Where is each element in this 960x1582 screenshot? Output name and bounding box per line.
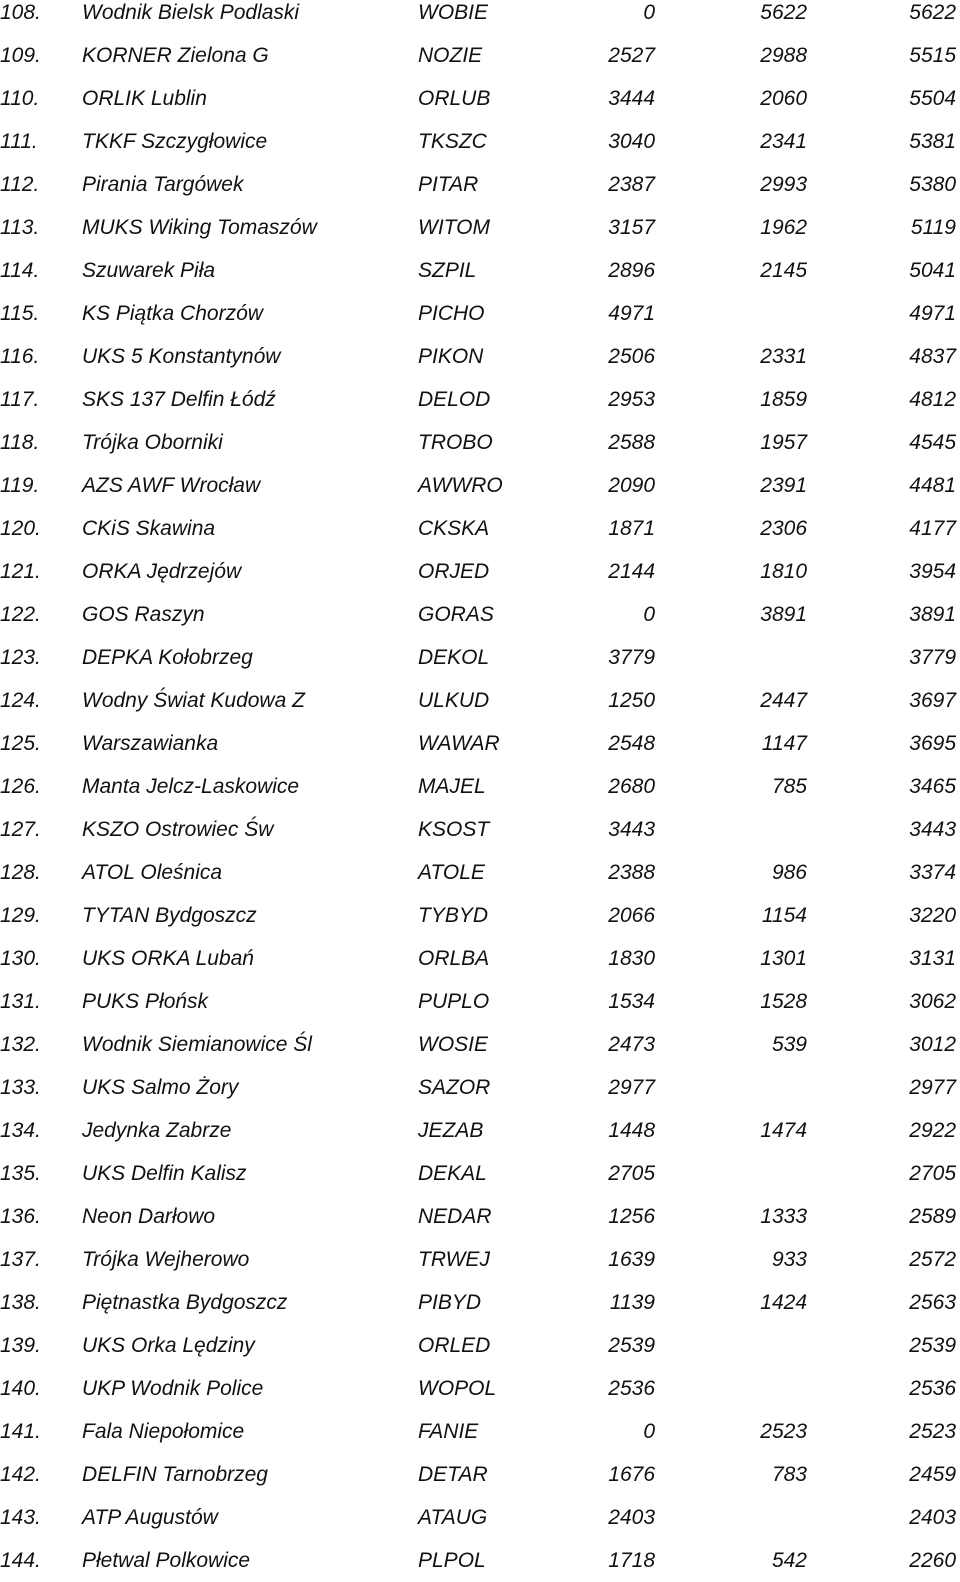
total-points-cell: 3131 [909,947,956,970]
club-name-cell: ORLIK Lublin [82,87,207,110]
club-code-cell: TROBO [418,431,493,454]
club-code-cell: ATAUG [418,1506,488,1529]
table-row [0,851,960,894]
club-name-cell: Wodnik Bielsk Podlaski [82,1,300,24]
club-code-cell: PITAR [418,173,479,196]
club-name-cell: MUKS Wiking Tomaszów [82,216,317,239]
points-1-cell: 2527 [608,44,655,67]
points-1-cell: 3443 [608,818,655,841]
table-row [0,120,960,163]
table-row [0,722,960,765]
club-name-cell: PUKS Płońsk [82,990,209,1013]
points-2-cell: 1859 [760,388,807,411]
club-name-cell: GOS Raszyn [82,603,205,626]
total-points-cell: 2459 [909,1463,956,1486]
points-1-cell: 3040 [608,130,655,153]
points-1-cell: 3779 [608,646,655,669]
rank-cell: 141. [0,1420,41,1443]
points-1-cell: 2680 [608,775,655,798]
club-code-cell: TRWEJ [418,1248,490,1271]
club-name-cell: SKS 137 Delfin Łódź [82,388,276,411]
points-1-cell: 2539 [608,1334,655,1357]
club-code-cell: DELOD [418,388,491,411]
table-row [0,1496,960,1539]
rank-cell: 125. [0,732,41,755]
table-row [0,550,960,593]
rank-cell: 129. [0,904,41,927]
club-code-cell: WOPOL [418,1377,497,1400]
club-name-cell: Trójka Wejherowo [82,1248,250,1271]
total-points-cell: 5041 [909,259,956,282]
club-code-cell: PUPLO [418,990,490,1013]
table-row [0,636,960,679]
points-2-cell: 2447 [760,689,807,712]
table-row [0,765,960,808]
table-row [0,0,960,34]
club-name-cell: Jedynka Zabrze [82,1119,232,1142]
points-1-cell: 2705 [608,1162,655,1185]
points-1-cell: 1718 [608,1549,655,1572]
points-2-cell: 2060 [760,87,807,110]
rank-cell: 133. [0,1076,41,1099]
total-points-cell: 3062 [909,990,956,1013]
table-row [0,292,960,335]
rank-cell: 126. [0,775,41,798]
club-code-cell: ORLED [418,1334,491,1357]
total-points-cell: 5504 [909,87,956,110]
club-name-cell: CKiS Skawina [82,517,216,540]
total-points-cell: 4812 [909,388,956,411]
club-code-cell: NEDAR [418,1205,492,1228]
points-2-cell: 1154 [761,904,807,927]
rank-cell: 137. [0,1248,41,1271]
rank-cell: 144. [0,1549,41,1572]
table-row [0,808,960,851]
club-code-cell: CKSKA [418,517,490,540]
total-points-cell: 2523 [909,1420,956,1443]
club-name-cell: DELFIN Tarnobrzeg [82,1463,268,1486]
club-name-cell: UKS Orka Lędziny [82,1334,255,1357]
rank-cell: 111. [0,130,38,153]
points-2-cell: 1424 [760,1291,807,1314]
points-2-cell: 2306 [760,517,807,540]
points-1-cell: 2536 [608,1377,655,1400]
points-1-cell: 1639 [608,1248,655,1271]
total-points-cell: 3220 [909,904,956,927]
club-name-cell: KORNER Zielona G [82,44,269,67]
club-name-cell: ORKA Jędrzejów [82,560,242,583]
club-code-cell: GORAS [418,603,494,626]
table-row [0,1152,960,1195]
points-2-cell: 2391 [760,474,807,497]
club-code-cell: FANIE [418,1420,479,1443]
club-code-cell: WOBIE [418,1,489,24]
club-code-cell: PICHO [418,302,485,325]
table-row [0,1109,960,1152]
club-code-cell: PIBYD [418,1291,482,1314]
club-code-cell: KSOST [418,818,490,841]
club-name-cell: Wodnik Siemianowice Śl [82,1033,312,1056]
total-points-cell: 4545 [909,431,956,454]
rank-cell: 127. [0,818,41,841]
table-row [0,1023,960,1066]
club-name-cell: Szuwarek Piła [82,259,216,282]
club-code-cell: TYBYD [418,904,489,927]
rank-cell: 143. [0,1506,41,1529]
points-2-cell: 1957 [760,431,807,454]
club-code-cell: ATOLE [418,861,485,884]
club-code-cell: TKSZC [418,130,487,153]
points-2-cell: 1147 [761,732,807,755]
points-1-cell: 2387 [608,173,655,196]
total-points-cell: 2977 [909,1076,956,1099]
points-2-cell: 3891 [760,603,807,626]
rank-cell: 110. [0,87,40,110]
total-points-cell: 5381 [909,130,956,153]
rank-cell: 132. [0,1033,41,1056]
rank-cell: 122. [0,603,41,626]
club-code-cell: NOZIE [418,44,483,67]
table-row [0,1281,960,1324]
points-2-cell: 1333 [760,1205,807,1228]
rank-cell: 120. [0,517,41,540]
club-code-cell: DETAR [418,1463,488,1486]
table-row [0,1238,960,1281]
rank-cell: 128. [0,861,41,884]
club-name-cell: TYTAN Bydgoszcz [82,904,257,927]
club-code-cell: MAJEL [418,775,486,798]
rank-cell: 115. [0,302,40,325]
table-row [0,378,960,421]
points-2-cell: 1301 [760,947,807,970]
points-2-cell: 1474 [760,1119,807,1142]
points-2-cell: 1528 [760,990,807,1013]
points-1-cell: 4971 [608,302,655,325]
total-points-cell: 2705 [909,1162,956,1185]
total-points-cell: 2539 [909,1334,956,1357]
points-1-cell: 2953 [608,388,655,411]
total-points-cell: 4837 [909,345,956,368]
points-2-cell: 2341 [760,130,807,153]
rank-cell: 112. [0,173,40,196]
rank-cell: 124. [0,689,41,712]
points-1-cell: 2588 [608,431,655,454]
rank-cell: 139. [0,1334,41,1357]
points-1-cell: 3157 [608,216,655,239]
total-points-cell: 5119 [910,216,956,239]
club-name-cell: Wodny Świat Kudowa Z [82,689,305,712]
points-1-cell: 2403 [608,1506,655,1529]
table-row [0,593,960,636]
points-1-cell: 2896 [608,259,655,282]
table-row [0,206,960,249]
points-1-cell: 2066 [608,904,655,927]
club-name-cell: ATOL Oleśnica [82,861,223,884]
club-code-cell: ORJED [418,560,490,583]
club-code-cell: AWWRO [418,474,503,497]
table-row [0,335,960,378]
club-code-cell: PIKON [418,345,484,368]
club-code-cell: ULKUD [418,689,490,712]
club-name-cell: UKS ORKA Lubań [82,947,254,970]
club-code-cell: SZPIL [418,259,477,282]
table-row [0,937,960,980]
club-name-cell: KSZO Ostrowiec Św [82,818,274,841]
rank-cell: 118. [0,431,40,454]
club-name-cell: KS Piątka Chorzów [82,302,263,325]
points-2-cell: 2145 [760,259,807,282]
points-2-cell: 933 [771,1248,807,1271]
rank-cell: 130. [0,947,41,970]
points-1-cell: 2144 [608,560,655,583]
club-name-cell: Manta Jelcz-Laskowice [82,775,300,798]
points-2-cell: 2331 [760,345,807,368]
table-row [0,1539,960,1582]
total-points-cell: 3779 [909,646,956,669]
points-1-cell: 3444 [608,87,655,110]
points-1-cell: 2977 [608,1076,655,1099]
points-2-cell: 2988 [760,44,807,67]
total-points-cell: 2403 [909,1506,956,1529]
table-row [0,1367,960,1410]
total-points-cell: 2536 [909,1377,956,1400]
total-points-cell: 4971 [909,302,956,325]
club-code-cell: PLPOL [418,1549,486,1572]
points-1-cell: 1448 [608,1119,655,1142]
rank-cell: 113. [0,216,40,239]
total-points-cell: 3697 [909,689,956,712]
points-1-cell: 2473 [608,1033,655,1056]
rank-cell: 109. [0,44,41,67]
table-row [0,1410,960,1453]
club-name-cell: Płetwal Polkowice [82,1549,251,1572]
total-points-cell: 3695 [909,732,956,755]
table-row [0,249,960,292]
table-row [0,894,960,937]
club-name-cell: UKS Salmo Żory [82,1076,239,1099]
club-code-cell: WAWAR [418,732,500,755]
club-name-cell: UKS 5 Konstantynów [82,345,281,368]
points-1-cell: 2548 [608,732,655,755]
total-points-cell: 3443 [909,818,956,841]
total-points-cell: 5380 [909,173,956,196]
total-points-cell: 5515 [909,44,956,67]
club-name-cell: Pirania Targówek [82,173,244,196]
points-1-cell: 0 [643,1420,655,1443]
table-row [0,163,960,206]
points-2-cell: 1810 [760,560,807,583]
points-1-cell: 1534 [608,990,655,1013]
table-row [0,1195,960,1238]
club-name-cell: Piętnastka Bydgoszcz [82,1291,288,1314]
total-points-cell: 4177 [909,517,956,540]
points-2-cell: 2523 [760,1420,807,1443]
club-name-cell: ATP Augustów [82,1506,218,1529]
points-1-cell: 1830 [608,947,655,970]
total-points-cell: 3374 [909,861,956,884]
club-name-cell: Warszawianka [82,732,219,755]
table-row [0,507,960,550]
rank-cell: 108. [0,1,41,24]
total-points-cell: 5622 [909,1,956,24]
club-code-cell: JEZAB [418,1119,484,1142]
total-points-cell: 4481 [909,474,956,497]
total-points-cell: 2589 [909,1205,956,1228]
points-2-cell: 783 [771,1463,807,1486]
club-code-cell: SAZOR [418,1076,491,1099]
points-1-cell: 1676 [608,1463,655,1486]
points-2-cell: 539 [771,1033,807,1056]
rank-cell: 116. [0,345,40,368]
rank-cell: 135. [0,1162,41,1185]
points-1-cell: 0 [643,603,655,626]
table-row [0,1453,960,1496]
club-name-cell: AZS AWF Wrocław [82,474,261,497]
table-row [0,679,960,722]
points-1-cell: 2090 [608,474,655,497]
rank-cell: 138. [0,1291,41,1314]
points-2-cell: 986 [771,861,807,884]
club-name-cell: Trójka Oborniki [82,431,223,454]
total-points-cell: 2922 [909,1119,956,1142]
points-2-cell: 1962 [760,216,807,239]
points-1-cell: 1139 [609,1291,655,1314]
total-points-cell: 3465 [909,775,956,798]
rank-cell: 134. [0,1119,41,1142]
total-points-cell: 3891 [909,603,956,626]
points-2-cell: 2993 [760,173,807,196]
club-name-cell: DEPKA Kołobrzeg [82,646,253,669]
table-row [0,34,960,77]
rank-cell: 142. [0,1463,41,1486]
total-points-cell: 2260 [909,1549,956,1572]
total-points-cell: 3012 [909,1033,956,1056]
club-name-cell: UKP Wodnik Police [82,1377,264,1400]
points-1-cell: 1250 [608,689,655,712]
total-points-cell: 3954 [909,560,956,583]
total-points-cell: 2563 [909,1291,956,1314]
rank-cell: 140. [0,1377,41,1400]
table-row [0,464,960,507]
rank-cell: 123. [0,646,41,669]
club-name-cell: Neon Darłowo [82,1205,216,1228]
club-code-cell: WOSIE [418,1033,489,1056]
club-code-cell: DEKOL [418,646,490,669]
rank-cell: 117. [0,388,40,411]
points-1-cell: 1871 [608,517,655,540]
club-code-cell: WITOM [418,216,490,239]
points-1-cell: 2506 [608,345,655,368]
total-points-cell: 2572 [909,1248,956,1271]
table-row [0,1324,960,1367]
rank-cell: 121. [0,560,41,583]
points-1-cell: 1256 [608,1205,655,1228]
club-code-cell: ORLUB [418,87,491,110]
points-1-cell: 2388 [608,861,655,884]
club-name-cell: TKKF Szczygłowice [82,130,268,153]
points-2-cell: 5622 [760,1,807,24]
club-name-cell: Fala Niepołomice [82,1420,245,1443]
club-code-cell: DEKAL [418,1162,487,1185]
rank-cell: 136. [0,1205,41,1228]
table-row [0,77,960,120]
table-row [0,1066,960,1109]
club-name-cell: UKS Delfin Kalisz [82,1162,247,1185]
rank-cell: 114. [0,259,40,282]
club-code-cell: ORLBA [418,947,490,970]
points-2-cell: 542 [771,1549,807,1572]
points-2-cell: 785 [771,775,807,798]
rank-cell: 131. [0,990,41,1013]
rank-cell: 119. [0,474,40,497]
table-row [0,980,960,1023]
table-row [0,421,960,464]
points-1-cell: 0 [643,1,655,24]
